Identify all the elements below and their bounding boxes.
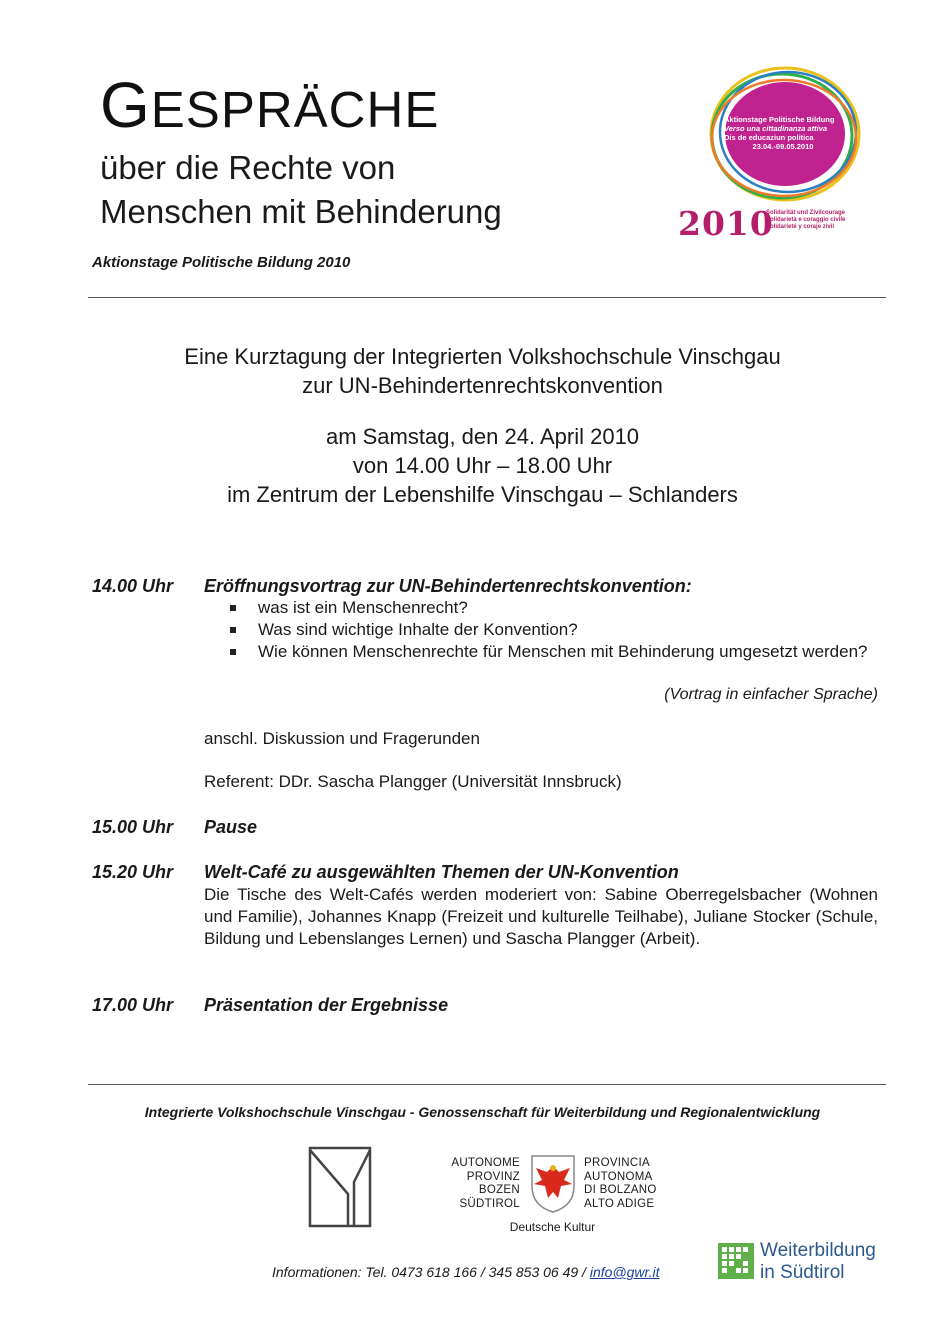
discussion-text: anschl. Diskussion und Fragerunden [204,729,480,748]
subtitle-line-2: Menschen mit Behinderung [100,193,502,230]
program-time: 17.00 Uhr [92,995,174,1015]
date-block [60,422,905,509]
logo-year: 2010 [678,204,774,243]
bullet-icon [230,605,236,611]
bullet-text: was ist ein Menschenrecht? [258,598,468,617]
program-title: Welt-Café zu ausgewählten Themen der UN-Konvention [204,862,679,882]
title-rest: ESPRÄCHE [150,81,440,138]
divider-top [88,297,886,298]
bullet-icon [230,627,236,633]
intro-line: Eine Kurztagung der Integrierten Volkshochschule Vinschgau [184,344,781,369]
province-name-de [420,1157,520,1211]
title-initial: G [100,69,151,141]
logo-slogan-line: Solidarität und Zivilcourage [766,210,846,216]
province-line: PROVINZ [466,1170,520,1183]
bullet-icon [230,649,236,655]
bullet-text: Wie können Menschenrechte für Menschen mit Behinderung umgesetzt werden? [258,642,868,661]
weiterbildung-line: Weiterbildung [760,1240,876,1261]
contact-phone-text: Informationen: Tel. 0473 618 166 / 345 853 06 49 / [272,1264,590,1280]
tyrol-eagle-crest-icon [528,1154,578,1214]
venue-line: im Zentrum der Lebenshilfe Vinschgau – Schlanders [227,482,738,507]
divider-bottom [88,1084,886,1085]
logo-inner-line: Dis de educaziun politica [724,133,814,142]
time-line: von 14.00 Uhr – 18.00 Uhr [352,453,613,478]
subtitle-line-1: über die Rechte von [100,149,396,186]
footer-organization: Integrierte Volkshochschule Vinschgau - Genossenschaft für Weiterbildung und Regionalentwicklung [144,1104,821,1120]
province-line: DI BOLZANO [584,1184,657,1196]
program-title: Pause [204,817,258,837]
province-department: Deutsche Kultur [509,1220,596,1234]
province-line: SÜDTIROL [459,1197,520,1210]
province-line: AUTONOME [451,1157,520,1169]
logo-inner-line: Verso una cittadinanza attiva [724,124,828,133]
logo-slogan [766,210,876,231]
program-title: Präsentation der Ergebnisse [204,995,449,1015]
bullet-text: Was sind wichtige Inhalte der Konvention? [258,620,578,639]
province-line: PROVINCIA [584,1157,650,1169]
kicker-text: Aktionstage Politische Bildung 2010 [92,254,351,271]
speaker-text: Referent: DDr. Sascha Plangger (Universität Innsbruck) [204,772,622,791]
logo-slogan-line: Solidarieté y coraje zivil [766,224,835,230]
note-text: (Vortrag in einfacher Sprache) [664,686,878,703]
bullet-item [230,597,880,619]
welt-cafe-description: Die Tische des Welt-Cafés werden moderiert von: Sabine Oberregelsbacher (Wohnen und Familie), Johannes Knapp (Freizeit und kulturelle Teilhabe), Juliane Stocker (Schule, Bildung und Lebenslanges Lernen) und Sascha Plangger (Arbeit). [204,885,878,948]
weiterbildung-grid-icon [718,1243,754,1279]
province-line: ALTO ADIGE [584,1197,655,1210]
date-line: am Samstag, den 24. April 2010 [325,424,640,449]
page-title [100,70,439,145]
email-link[interactable]: info@gwr.it [589,1264,660,1280]
logo-inner-line: 23.04.-09.05.2010 [752,142,814,151]
program-time: 15.00 Uhr [92,817,174,837]
logo-inner-text [724,115,842,151]
weiterbildung-line: in Südtirol [760,1262,845,1283]
bullet-item [230,619,880,641]
province-line: AUTONOMA [584,1170,653,1183]
province-name-it [584,1157,694,1211]
bullet-item [230,641,880,663]
contact-info [272,1264,660,1280]
program-title: Eröffnungsvortrag zur UN-Behindertenrechtskonvention: [204,576,692,596]
volkshochschule-logo-icon [308,1146,372,1228]
weiterbildung-logo-text [760,1240,876,1284]
logo-slogan-line: Solidarietà e coraggio civile [766,217,846,223]
program-time: 14.00 Uhr [92,576,174,596]
intro-block [60,342,905,400]
province-line: BOZEN [478,1184,520,1196]
logo-inner-line: Aktionstage Politische Bildung [724,115,835,124]
program-time: 15.20 Uhr [92,862,174,882]
intro-line: zur UN-Behindertenrechtskonvention [302,373,663,398]
